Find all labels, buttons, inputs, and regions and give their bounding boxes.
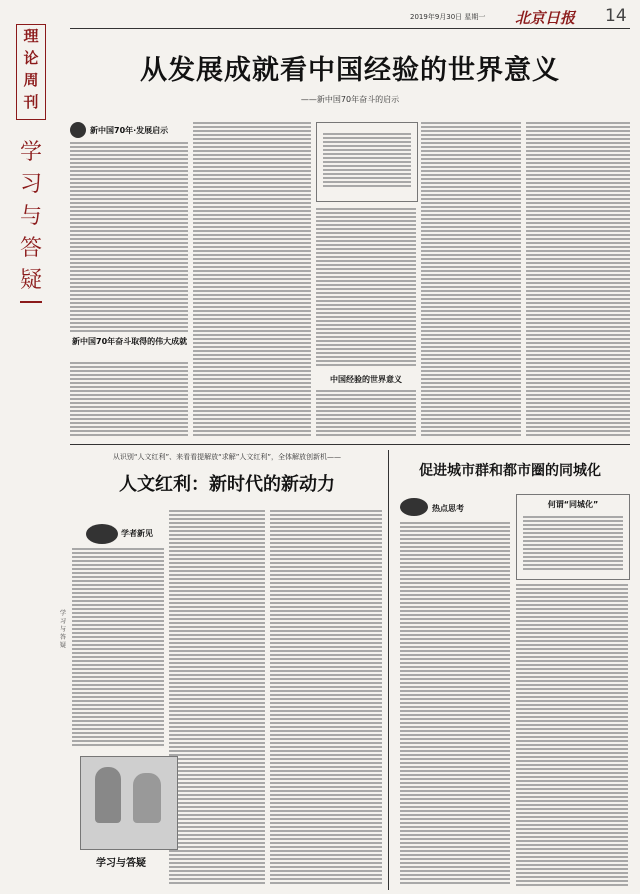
article-text-column	[316, 208, 416, 368]
main-subheadline: ——新中国70年奋斗的启示	[300, 95, 400, 104]
column-label: 热点思考	[432, 504, 464, 513]
section-label-char: 学	[19, 140, 42, 165]
article2-pretitle: 从识别“人文红利”、来看看提解放“求解”人文红利”，全体解放创新机——	[112, 453, 342, 461]
section-heading: 中国经验的世界意义	[330, 375, 402, 384]
top-rule	[70, 28, 630, 29]
photo-figure	[95, 767, 121, 823]
article-text-column	[421, 122, 521, 438]
weekly-label-box	[16, 24, 46, 120]
section-label-char: 习	[19, 172, 42, 197]
newspaper-name: 北京日报	[515, 9, 576, 27]
section-label-char: 疑	[19, 268, 42, 293]
section-divider	[70, 444, 630, 445]
page-number: 14	[605, 6, 627, 26]
column-logo-icon	[70, 122, 86, 138]
weekly-label-char: 论	[23, 49, 39, 67]
definition-box	[516, 494, 630, 580]
photo	[80, 756, 178, 850]
article-text-column	[400, 522, 510, 886]
masthead	[410, 6, 630, 28]
column-badge-icon	[86, 524, 118, 544]
section-label-char: 与	[19, 204, 42, 229]
pull-quote-text	[323, 133, 411, 189]
sidebar-accent-line	[20, 301, 42, 303]
issue-date: 2019年9月30日 星期一	[410, 13, 486, 21]
article-text-column	[169, 510, 265, 886]
section-label-char: 答	[19, 236, 42, 261]
article-text-column	[193, 122, 311, 438]
vertical-section-label: 学习与答疑	[60, 610, 67, 649]
article-text-column	[516, 584, 628, 886]
article-text-column	[526, 122, 630, 438]
article-text-column	[270, 510, 382, 886]
article-text-column	[316, 390, 416, 438]
article-text-column	[70, 362, 188, 438]
section-heading: 新中国70年奋斗取得的伟大成就	[72, 337, 188, 346]
sidebar	[16, 18, 56, 418]
pull-quote-box	[316, 122, 418, 202]
article-text-column	[72, 548, 164, 748]
main-headline: 从发展成就看中国经验的世界意义	[140, 55, 560, 86]
vertical-divider	[388, 450, 389, 890]
article-text-column	[70, 142, 188, 332]
column-label: 学者新见	[121, 529, 153, 538]
photo-caption: 学习与答疑	[96, 858, 146, 869]
definition-box-title: 何谓“同城化”	[547, 500, 599, 509]
article2-headline: 人文红利：新时代的新动力	[119, 474, 335, 495]
weekly-label-char: 理	[23, 27, 39, 45]
weekly-label-char: 刊	[23, 93, 39, 111]
column-label: 新中国70年·发展启示	[90, 126, 169, 135]
weekly-label-char: 周	[23, 71, 39, 89]
photo-figure	[133, 773, 161, 823]
column-badge-icon	[400, 498, 428, 516]
article3-headline: 促进城市群和都市圈的同城化	[419, 463, 601, 479]
definition-box-text	[523, 516, 623, 572]
